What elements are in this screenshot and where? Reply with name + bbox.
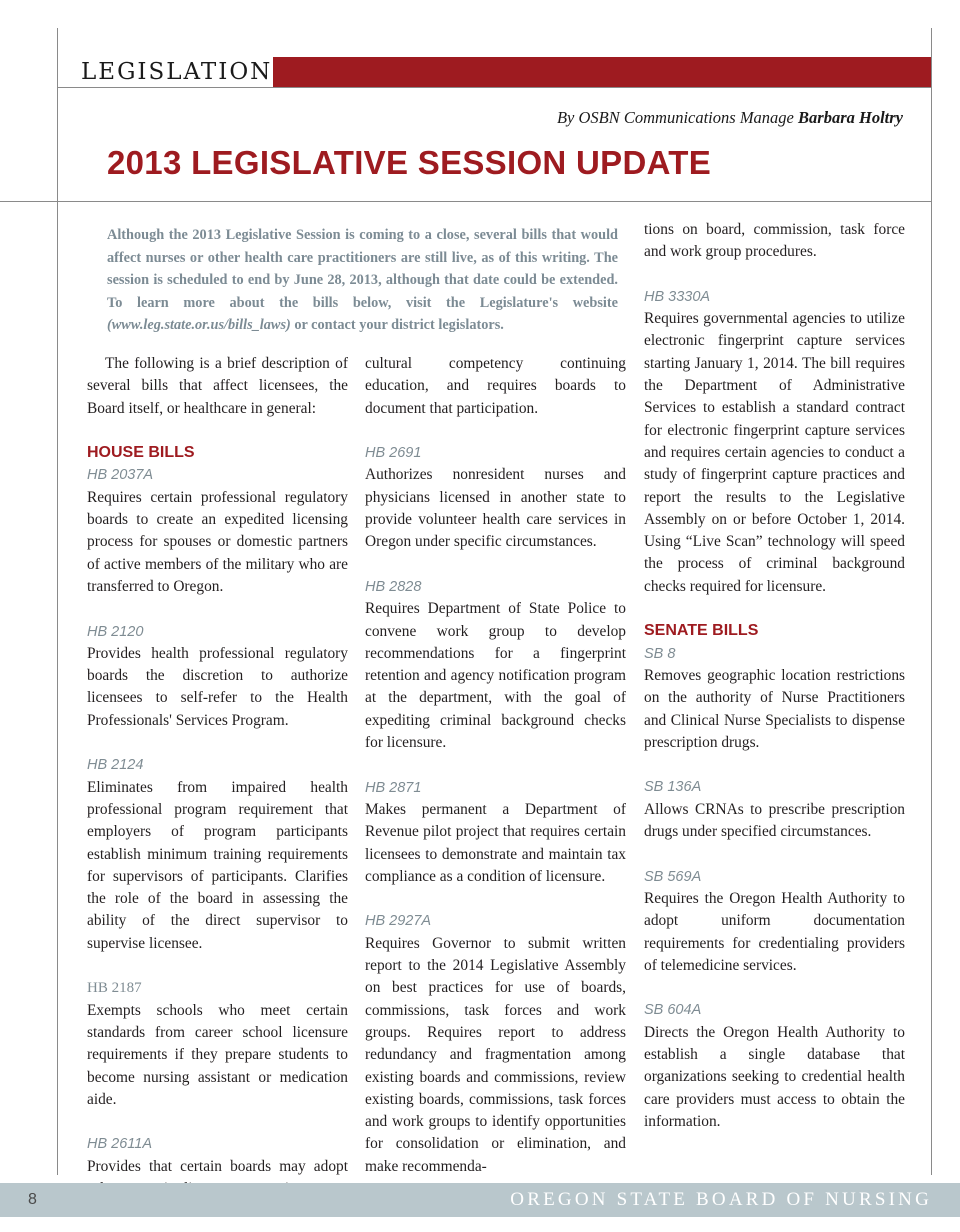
bill-description: Requires Department of State Police to convene work group to develop recommendations for a fingerprint retention and agency notification program at the department, with the goal of expediting criminal background checks for licensure. bbox=[365, 600, 626, 752]
bill-description: Exempts schools who meet certain standards from career school licensure requirements if they prepare students to become nursing assistant or medication aide. bbox=[87, 1001, 348, 1108]
bill-hb-2120 bbox=[87, 621, 348, 732]
bill-id: HB 2611A bbox=[87, 1136, 153, 1153]
bill-description: Provides that certain boards may adopt bbox=[87, 1157, 348, 1175]
title-rule bbox=[0, 201, 931, 202]
bill-hb-2691 bbox=[365, 442, 626, 553]
bill-id: SB 8 bbox=[644, 645, 676, 662]
bill-description: Directs the Oregon Health Authority to establish a single database that organizations seeking to credential health care providers must access to obtain the information. bbox=[644, 1023, 905, 1130]
byline-prefix: By OSBN Communications Manage bbox=[556, 108, 794, 127]
header-rule bbox=[57, 87, 931, 88]
column-2 bbox=[365, 353, 626, 1178]
bill-id: HB 2037A bbox=[87, 467, 154, 484]
byline-author: Barbara Holtry bbox=[798, 108, 903, 127]
house-bills-heading: HOUSE BILLS bbox=[87, 444, 195, 462]
column-3 bbox=[644, 219, 905, 1133]
page-number: 8 bbox=[28, 1191, 37, 1208]
bill-description: Eliminates from impaired health professional program requirement that employers of program participants establish minimum training requirements for supervisors of participants. Clarifies the role of the board in assessing the ability of the direct supervisor to supervise licensee. bbox=[87, 778, 348, 952]
intro-text: Although the 2013 Legislative Session is coming to a close, several bills that would affect nurses or other health care practitioners are still live, as of this writing. The session is scheduled to end by June 28, 2013, although that date could be extended. To learn more about the bills below, visit the Legislature's website bbox=[107, 227, 618, 311]
footer-band bbox=[0, 1183, 960, 1217]
bill-hb-2187 bbox=[87, 977, 348, 1111]
intro-text-end: or contact your district legislators. bbox=[290, 317, 504, 333]
article-title: 2013 LEGISLATIVE SESSION UPDATE bbox=[107, 144, 712, 181]
bill-id: HB 2691 bbox=[365, 445, 422, 462]
bill-sb-136a bbox=[644, 776, 905, 843]
column-1 bbox=[87, 353, 348, 1200]
bill-id: HB 3330A bbox=[644, 288, 711, 305]
byline bbox=[557, 108, 903, 128]
bill-id: HB 2828 bbox=[365, 578, 422, 595]
bill-description: Makes permanent a Department of Revenue pilot project that requires certain licensees to demonstrate and maintain tax compliance as a condition of licensure. bbox=[365, 800, 626, 885]
legislature-url: (www.leg.state.or.us/bills_laws) bbox=[107, 317, 291, 333]
bill-hb-2927a-continued bbox=[644, 219, 905, 264]
bill-description: tions on board, commission, task force and work group procedures. bbox=[644, 221, 905, 261]
intro-paragraph bbox=[107, 224, 618, 337]
bill-id: SB 136A bbox=[644, 779, 702, 796]
bill-id: HB 2187 bbox=[87, 980, 142, 997]
section-label: LEGISLATION bbox=[81, 59, 273, 85]
bill-id: SB 569A bbox=[644, 868, 702, 885]
bill-sb-569a bbox=[644, 866, 905, 977]
bill-hb-2611a-continued bbox=[365, 353, 626, 420]
bill-id: HB 2120 bbox=[87, 623, 144, 640]
bill-description: cultural competency continuing education, and requires boards to document that participation. bbox=[365, 355, 626, 417]
bill-sb-604a bbox=[644, 999, 905, 1133]
bill-description: Requires certain professional regulatory boards to create an expedited licensing process for spouses or domestic partners of active members of the military who are transferred to Oregon. bbox=[87, 488, 348, 595]
bill-hb-2124 bbox=[87, 754, 348, 955]
bill-description: Removes geographic location restrictions on the authority of Nurse Practitioners and Clinical Nurse Specialists to dispense prescription drugs. bbox=[644, 666, 905, 751]
right-border-line bbox=[931, 28, 932, 1175]
bill-description: Authorizes nonresident nurses and physicians licensed in another state to provide volunteer health care services in Oregon under specific circumstances. bbox=[365, 466, 626, 551]
bill-sb-8 bbox=[644, 643, 905, 754]
bill-hb-2927a bbox=[365, 910, 626, 1178]
bill-id: HB 2124 bbox=[87, 757, 144, 774]
bill-id: SB 604A bbox=[644, 1002, 702, 1019]
bill-description: Requires governmental agencies to utilize electronic fingerprint capture services starting January 1, 2014. The bill requires the Department of Administrative Services to establish a standard contract for electronic fingerprint capture services and requires certain agencies to conduct a study of fingerprint capture practices and report the results to the Legislative Assembly on or before October 1, 2014. Using “Live Scan” technology will speed the process of criminal background checks required for licensure. bbox=[644, 310, 905, 595]
bill-description: Requires the Oregon Health Authority to adopt uniform documentation requirements for credentialing providers of telemedicine services. bbox=[644, 889, 905, 974]
bill-id: HB 2871 bbox=[365, 779, 422, 796]
bill-description: Provides health professional regulatory boards the discretion to authorize licensees to self-refer to the Health Professionals' Services Program. bbox=[87, 644, 348, 729]
publication-name: OREGON STATE BOARD OF NURSING bbox=[510, 1189, 932, 1210]
bill-hb-3330a bbox=[644, 286, 905, 598]
senate-bills-heading: SENATE BILLS bbox=[644, 622, 759, 640]
lead-paragraph: The following is a brief description of several bills that affect licensees, the Board itself, or healthcare in general: bbox=[87, 355, 348, 417]
bill-hb-2828 bbox=[365, 576, 626, 754]
bill-hb-2037a bbox=[87, 464, 348, 598]
bill-id: HB 2927A bbox=[365, 913, 432, 930]
section-color-bar bbox=[273, 57, 931, 87]
bill-hb-2871 bbox=[365, 777, 626, 888]
bill-description: Allows CRNAs to prescribe prescription drugs under specified circumstances. bbox=[644, 800, 905, 841]
bill-description: Requires Governor to submit written report to the 2014 Legislative Assembly on best practices for use of boards, commissions, task forces and work groups. Requires report to address redundancy and fragmentation among existing boards and commissions, review existing boards, commissions, task forces and work groups to identify opportunities for consolidation or elimination, and make recommenda- bbox=[365, 934, 626, 1175]
